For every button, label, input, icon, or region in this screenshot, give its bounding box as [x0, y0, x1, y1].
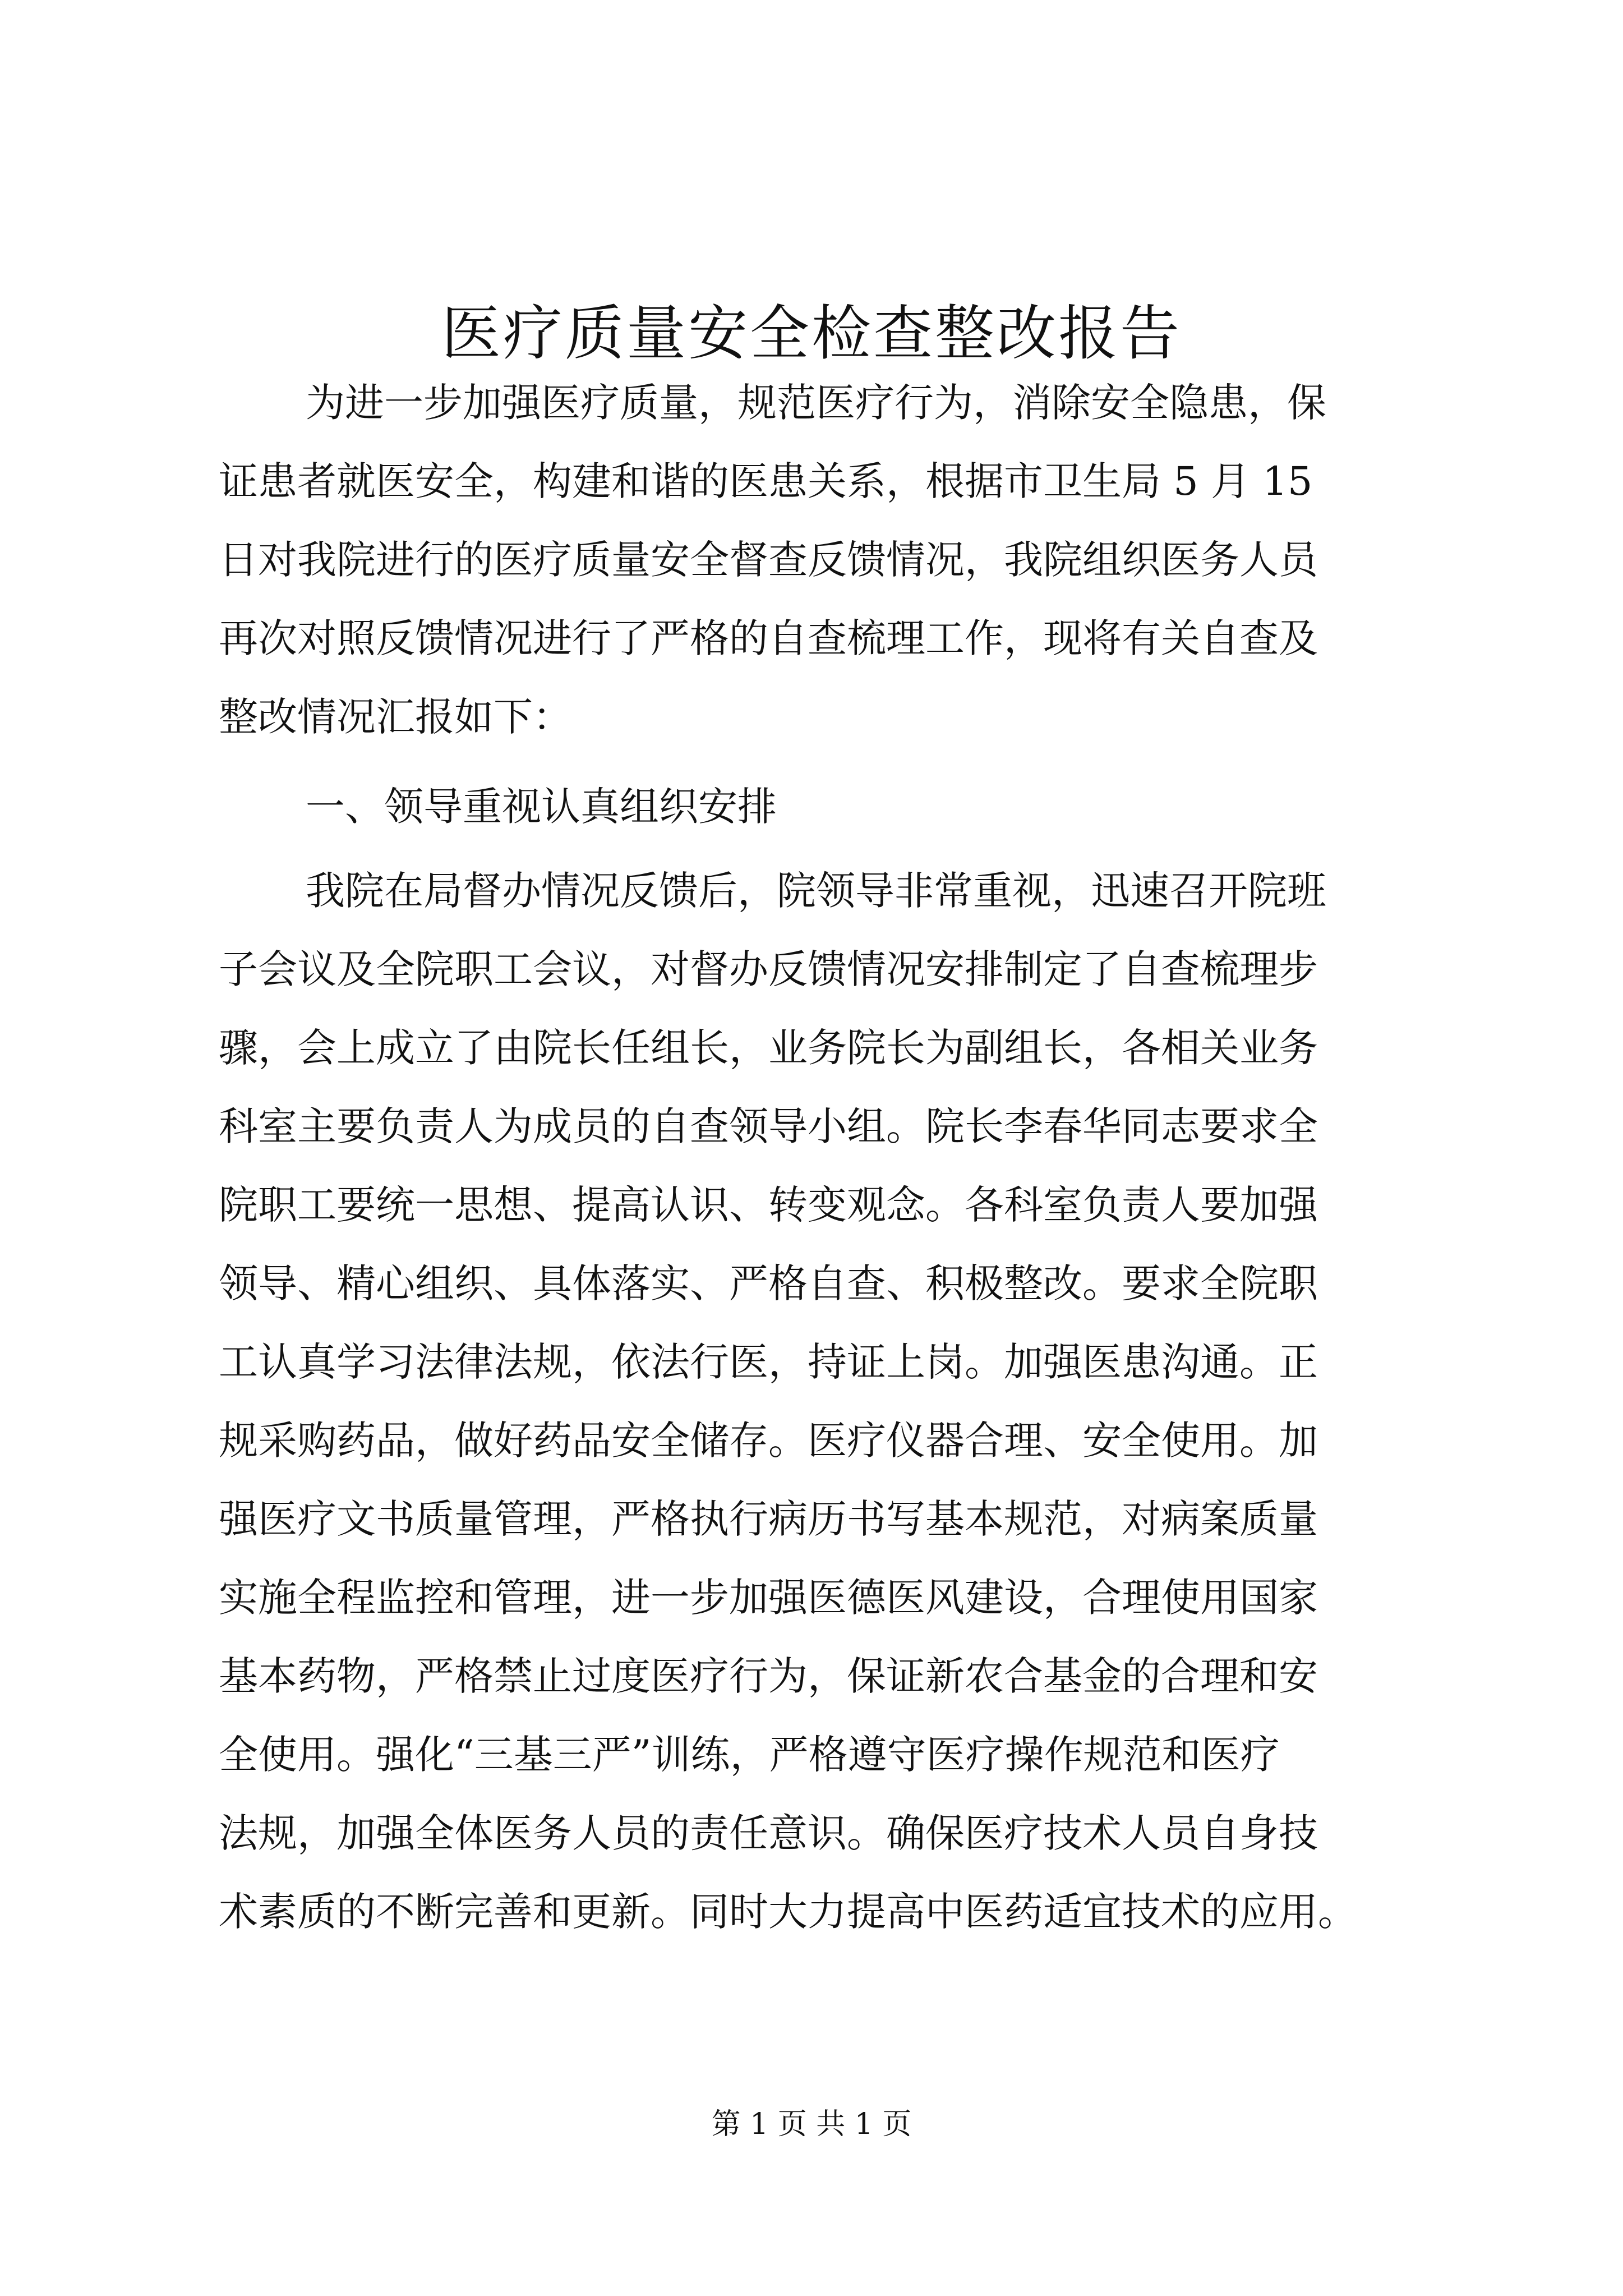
- body-line: 领导、精心组织、具体落实、严格自查、积极整改。要求全院职: [219, 1260, 1318, 1306]
- body-line: 日对我院进行的医疗质量安全督查反馈情况，我院组织医务人员: [219, 537, 1318, 583]
- page-number-footer: 第 1 页 共 1 页: [711, 2108, 912, 2141]
- document-title: 医疗质量安全检查整改报告: [441, 299, 1182, 368]
- body-line: 实施全程监控和管理，进一步加强医德医风建设，合理使用国家: [219, 1575, 1318, 1621]
- body-line: 再次对照反馈情况进行了严格的自查梳理工作，现将有关自查及: [219, 615, 1318, 661]
- body-line: 基本药物，严格禁止过度医疗行为，保证新农合基金的合理和安: [219, 1653, 1318, 1699]
- body-line: 术素质的不断完善和更新。同时大力提高中医药适宜技术的应用。: [219, 1889, 1357, 1935]
- body-line: 强医疗文书质量管理，严格执行病历书写基本规范，对病案质量: [219, 1496, 1318, 1542]
- body-line: 全使用。强化“三基三严”训练，严格遵守医疗操作规范和医疗: [219, 1732, 1280, 1778]
- body-line: 证患者就医安全，构建和谐的医患关系，根据市卫生局 5 月 15: [219, 458, 1313, 504]
- body-line: 我院在局督办情况反馈后，院领导非常重视，迅速召开院班: [306, 868, 1326, 914]
- body-line: 骤，会上成立了由院长任组长，业务院长为副组长，各相关业务: [219, 1025, 1318, 1071]
- body-line: 子会议及全院职工会议，对督办反馈情况安排制定了自查梳理步: [219, 946, 1318, 992]
- section-heading: 一、领导重视认真组织安排: [306, 784, 777, 830]
- body-line: 规采购药品，做好药品安全储存。医疗仪器合理、安全使用。加: [219, 1418, 1318, 1464]
- body-line: 法规，加强全体医务人员的责任意识。确保医疗技术人员自身技: [219, 1810, 1318, 1856]
- body-line: 工认真学习法律法规，依法行医，持证上岗。加强医患沟通。正: [219, 1339, 1318, 1385]
- body-line: 为进一步加强医疗质量，规范医疗行为，消除安全隐患，保: [306, 380, 1326, 426]
- body-line: 整改情况汇报如下：: [219, 694, 572, 740]
- body-line: 院职工要统一思想、提高认识、转变观念。各科室负责人要加强: [219, 1182, 1318, 1228]
- body-line: 科室主要负责人为成员的自查领导小组。院长李春华同志要求全: [219, 1103, 1318, 1149]
